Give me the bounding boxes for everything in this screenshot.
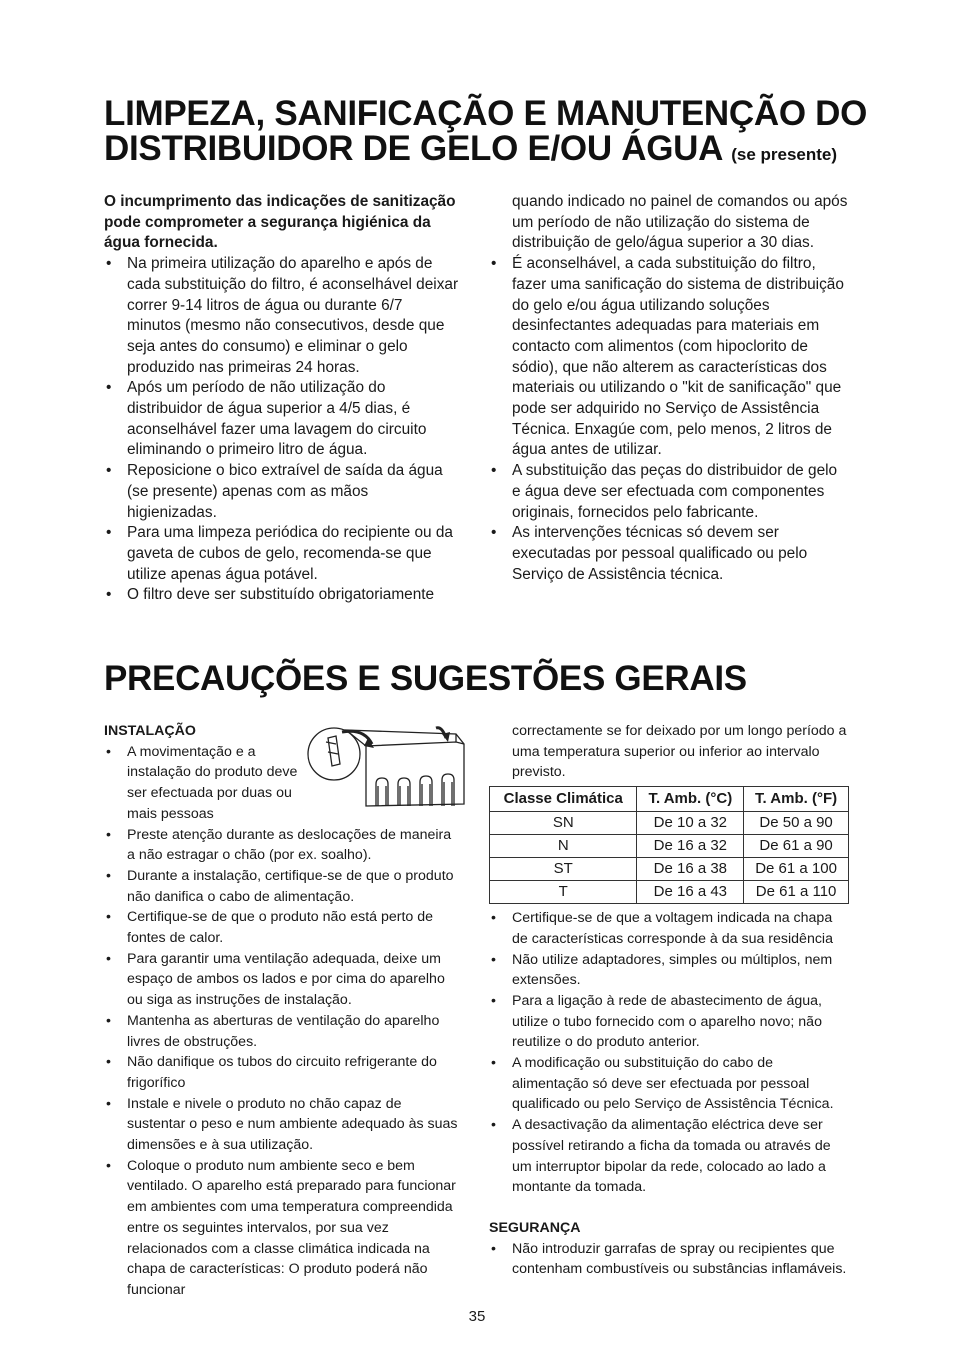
table-cell: De 61 a 100 — [744, 858, 849, 881]
section1-title-main: DISTRIBUIDOR DE GELO E/OU ÁGUA — [104, 129, 722, 168]
list-item: • A substituição das peças do distribuidor de gelo e água deve ser efectuada com componentes originais, fornecidos pelo fabricante. — [489, 461, 849, 523]
list-item: • Para uma limpeza periódica do recipiente ou da gaveta de cubos de gelo, recomenda-se que utilize apenas água potável. — [104, 523, 460, 585]
section1-lead: O incumprimento das indicações de sanitização pode comprometer a segurança higiénica da água fornecida. — [104, 193, 456, 252]
table-row — [490, 812, 849, 835]
list-item: • Durante a instalação, certifique-se de que o produto não danifica o cabo de alimentação. — [104, 866, 460, 907]
table-row — [490, 835, 849, 858]
table-cell: De 10 a 32 — [637, 812, 744, 835]
list-item: • O filtro deve ser substituído obrigatoriamente — [104, 585, 460, 606]
list-item: • Na primeira utilização do aparelho e após de cada substituição do filtro, é aconselhável deixar correr 9-14 litros de água ou durante 6/7 minutos (mesmo não consecutivos, desde que seja antes do consumo) e eliminar o gelo produzido nas primeiras 24 horas. — [104, 254, 460, 378]
table-cell: De 16 a 38 — [637, 858, 744, 881]
table-row — [490, 881, 849, 904]
table-cell: N — [490, 835, 637, 858]
section1-left-list — [104, 254, 460, 606]
table-header-cell: T. Amb. (°C) — [637, 787, 744, 812]
list-item: • Para a ligação à rede de abastecimento de água, utilize o tubo fornecido com o aparelho novo; não reutilize o do produto anterior. — [489, 991, 849, 1053]
table-cell: De 61 a 110 — [744, 881, 849, 904]
table-cell: SN — [490, 812, 637, 835]
list-item: • As intervenções técnicas só devem ser executadas por pessoal qualificado ou pelo Serviço de Assistência técnica. — [489, 523, 849, 585]
section1-right-continuation: quando indicado no painel de comandos ou após um período de não utilização do sistema de distribuição de gelo/água superior a 30 dias. — [512, 193, 848, 252]
section1-title-line2 — [104, 131, 837, 172]
list-item: • A desactivação da alimentação eléctrica deve ser possível retirando a ficha da tomada ou através de um interruptor bipolar da rede, colocado ao lado a montante da tomada. — [489, 1115, 849, 1198]
list-item: • Coloque o produto num ambiente seco e bem ventilado. O aparelho está preparado para funcionar em ambientes com uma temperatura compreendida entre os seguintes intervalos, por sua vez relacionados com a classe climática indicada na chapa de características: O produto poderá não funcionar — [104, 1156, 460, 1301]
list-item: • Certifique-se de que a voltagem indicada na chapa de características corresponde à da sua residência — [489, 908, 849, 949]
installation-heading: INSTALAÇÃO — [104, 723, 196, 739]
climate-class-table — [489, 786, 849, 904]
section1-title-suffix: (se presente) — [731, 145, 838, 164]
table-cell: De 61 a 90 — [744, 835, 849, 858]
list-item: • Não danifique os tubos do circuito refrigerante do frigorífico — [104, 1052, 460, 1093]
section2-right-list — [489, 908, 849, 1198]
section1-right-list — [489, 254, 849, 585]
list-item: • Instale e nivele o produto no chão capaz de sustentar o peso e num ambiente adequado às suas dimensões e à sua utilização. — [104, 1094, 460, 1156]
table-header-cell: Classe Climática — [490, 787, 637, 812]
list-item: • Não utilize adaptadores, simples ou múltiplos, nem extensões. — [489, 950, 849, 991]
section1-right-column — [489, 192, 849, 585]
section2-title: PRECAUÇÕES E SUGESTÕES GERAIS — [104, 659, 747, 698]
table-row — [490, 858, 849, 881]
section1-left-column — [104, 192, 460, 606]
table-cell: ST — [490, 858, 637, 881]
table-cell: T — [490, 881, 637, 904]
page-number: 35 — [468, 1308, 486, 1325]
installation-list — [104, 742, 460, 1301]
safety-list — [489, 1239, 849, 1280]
list-item: • Não introduzir garrafas de spray ou recipientes que contenham combustíveis ou substâncias inflamáveis. — [489, 1239, 849, 1280]
list-item: • Reposicione o bico extraível de saída da água (se presente) apenas com as mãos higienizadas. — [104, 461, 460, 523]
table-cell: De 16 a 32 — [637, 835, 744, 858]
list-item: • Certifique-se de que o produto não está perto de fontes de calor. — [104, 907, 460, 948]
table-cell: De 50 a 90 — [744, 812, 849, 835]
list-item: • Após um período de não utilização do distribuidor de água superior a 4/5 dias, é aconselhável fazer uma lavagem do circuito eliminando o primeiro litro de água. — [104, 378, 460, 461]
list-item: • É aconselhável, a cada substituição do filtro, fazer uma sanificação do sistema de distribuição do gelo e/ou água utilizando soluções desinfectantes adequadas para materiais em contacto com alimentos (com hipoclorito de sódio), que não alterem as características dos materiais ou utilizando o "kit de sanificação" que pode ser adquirido no Serviço de Assistência Técnica. Enxagúe com, pelo menos, 2 litros de água antes de utilizar. — [489, 254, 849, 461]
list-item: • Mantenha as aberturas de ventilação do aparelho livres de obstruções. — [104, 1011, 460, 1052]
list-item: • Preste atenção durante as deslocações de maneira a não estragar o chão (por ex. soalho). — [104, 825, 460, 866]
table-header-row — [490, 787, 849, 812]
list-item: • A movimentação e a instalação do produto deve ser efectuada por duas ou mais pessoas — [104, 742, 304, 825]
list-item: • Para garantir uma ventilação adequada, deixe um espaço de ambos os lados e por cima do aparelho ou siga as instruções de instalação. — [104, 949, 460, 1011]
table-cell: De 16 a 43 — [637, 881, 744, 904]
safety-heading: SEGURANÇA — [489, 1219, 581, 1236]
table-header-cell: T. Amb. (°F) — [744, 787, 849, 812]
section2-right-continuation: correctamente se for deixado por um longo período a uma temperatura superior ou inferior ao intervalo previsto. — [512, 723, 847, 781]
section2-right-column — [489, 721, 849, 1280]
section1-title-line1: LIMPEZA, SANIFICAÇÃO E MANUTENÇÃO DO — [104, 94, 868, 133]
section2-left-column — [104, 721, 460, 1301]
list-item: • A modificação ou substituição do cabo de alimentação só deve ser efectuada por pessoal qualificado ou pelo Serviço de Assistência Técnica. — [489, 1053, 849, 1115]
